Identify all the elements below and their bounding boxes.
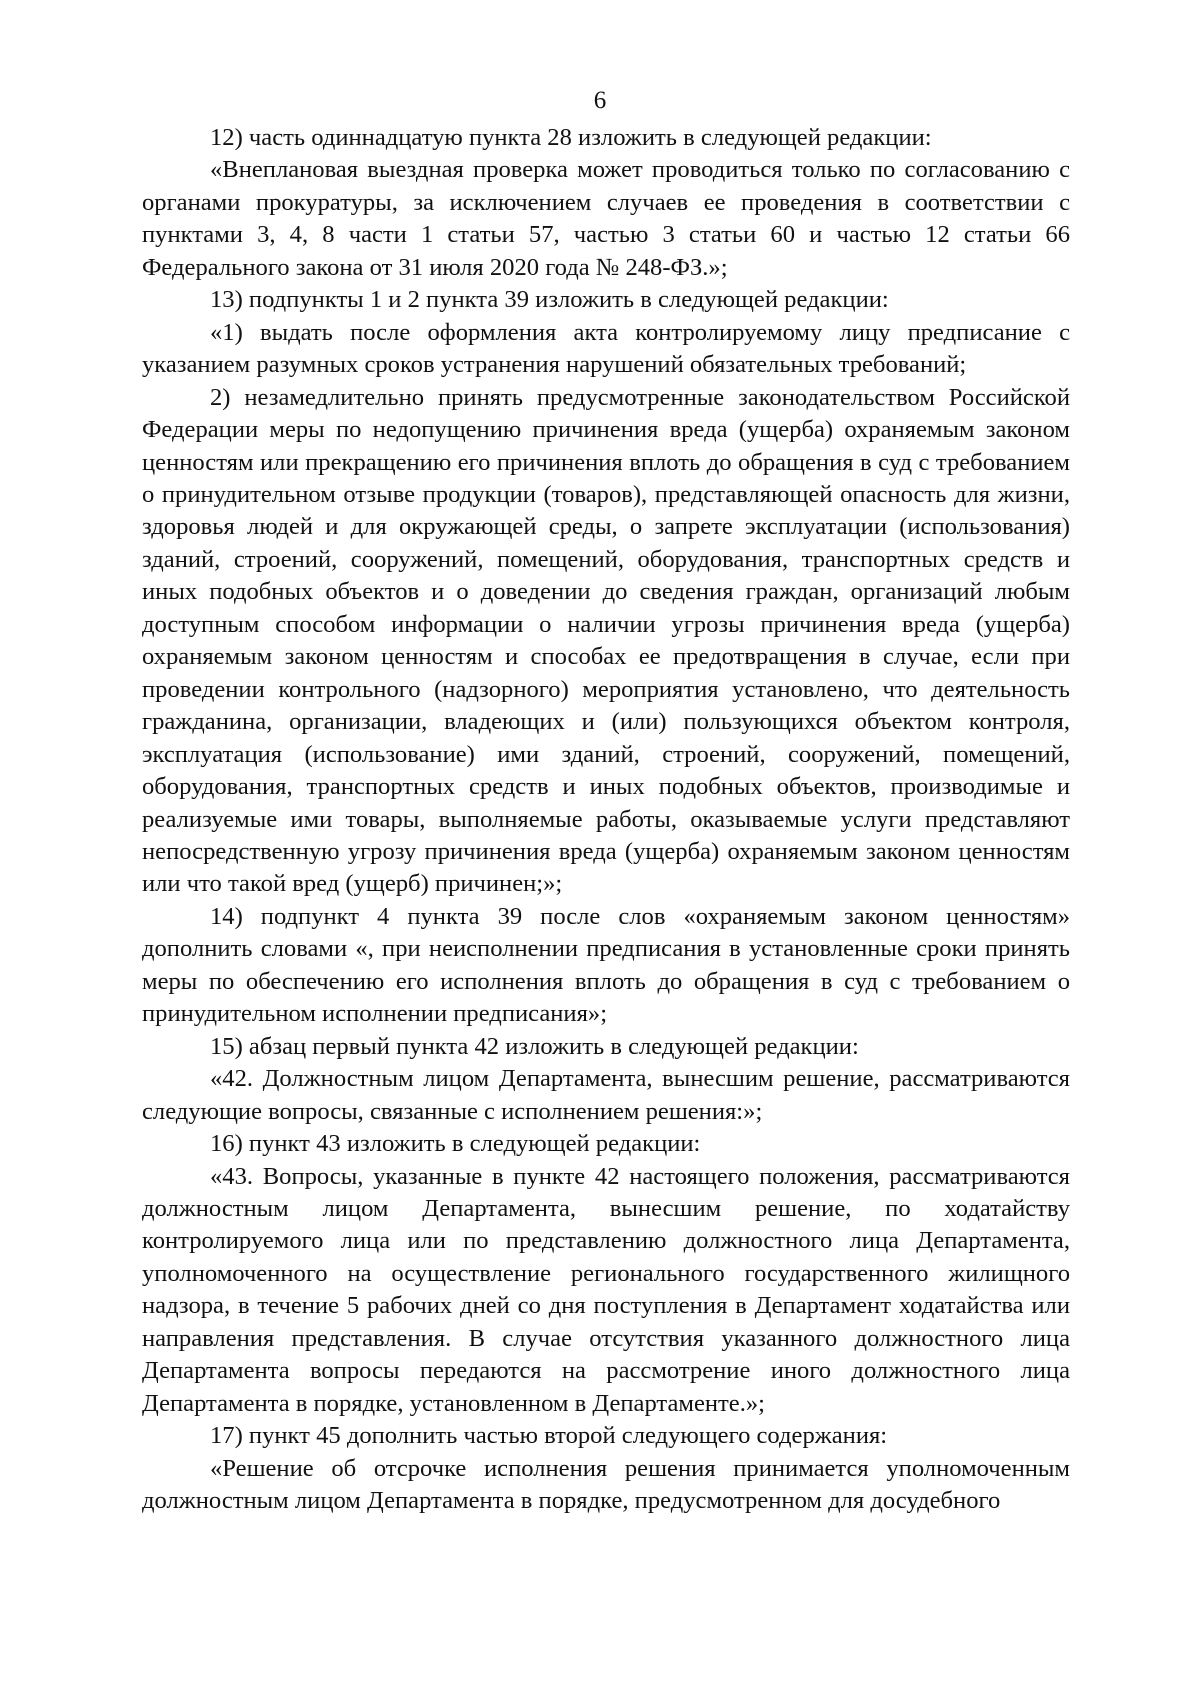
document-body (142, 122, 1070, 1517)
paragraph-item-16: 16) пункт 43 изложить в следующей редакции: (210, 1130, 701, 1158)
paragraph-item-17: 17) пункт 45 дополнить частью второй следующего содержания: (210, 1422, 888, 1450)
paragraph-quote-deferral: «Решение об отсрочке исполнения решения принимается уполномоченным должностным лицом Департамента в порядке, предусмотренном для досудебного (142, 1454, 1070, 1515)
paragraph-item-15: 15) абзац первый пункта 42 изложить в следующей редакции: (210, 1032, 859, 1060)
paragraph-item-14: 14) подпункт 4 пункта 39 после слов «охраняемым законом ценностям» дополнить словами «, при неисполнении предписания в установленные сроки принять меры по обеспечению его исполнения вплоть до обращения в суд с требованием о принудительном исполнении предписания»; (142, 902, 1070, 1028)
paragraph-item-12: 12) часть одиннадцатую пункта 28 изложить в следующей редакции: (210, 124, 932, 151)
paragraph-item-13: 13) подпункты 1 и 2 пункта 39 изложить в следующей редакции: (210, 286, 889, 314)
paragraph-quote-point-43: «43. Вопросы, указанные в пункте 42 настоящего положения, рассматриваются должностным лицом Департамента, вынесшим решение, по ходатайству контролируемого лица или по представлению должностного лица Департамента, уполномоченного на осуществление регионального государственного жилищного надзора, в течение 5 рабочих дней со дня поступления в Департамент ходатайства или направления представления. В случае отсутствия указанного должностного лица Департамента вопросы передаются на рассмотрение иного должностного лица Департамента в порядке, установленном в Департаменте.»; (142, 1162, 1070, 1417)
page-number: 6 (593, 87, 607, 114)
paragraph-quote-point-42: «42. Должностным лицом Департамента, вынесшим решение, рассматриваются следующие вопросы, связанные с исполнением решения:»; (142, 1065, 1070, 1125)
paragraph-quote-unscheduled-inspection: «Внеплановая выездная проверка может проводиться только по согласованию с органами прокуратуры, за исключением случаев ее проведения в соответствии с пунктами 3, 4, 8 части 1 статьи 57, частью 3 статьи 60 и частью 12 статьи 66 Федерального закона от 31 июля 2020 года № 248-ФЗ.»; (142, 156, 1070, 281)
paragraph-subitem-2: 2) незамедлительно принять предусмотренные законодательством Российской Федерации меры по недопущению причинения вреда (ущерба) охраняемым законом ценностям или прекращению его причинения вплоть до обращения в суд с требованием о принудительном отзыве продукции (товаров), представляющей опасность для жизни, здоровья людей и для окружающей среды, о запрете эксплуатации (использования) зданий, строений, сооружений, помещений, оборудования, транспортных средств и иных подобных объектов и о доведении до сведения граждан, организаций любым доступным способом информации о наличии угрозы причинения вреда (ущерба) охраняемым законом ценностям и способах ее предотвращения в случае, если при проведении контрольного (надзорного) мероприятия установлено, что деятельность гражданина, организации, владеющих и (или) пользующихся объектом контроля, эксплуатация (использование) ими зданий, строений, сооружений, помещений, оборудования, транспортных средств и иных подобных объектов, производимые и реализуемые ими товары, выполняемые работы, оказываемые услуги представляют непосредственную угрозу причинения вреда (ущерба) охраняемым законом ценностям или что такой вред (ущерб) причинен;»; (142, 383, 1070, 898)
paragraph-subitem-1: «1) выдать после оформления акта контролируемому лицу предписание с указанием разумных сроков устранения нарушений обязательных требований; (142, 318, 1070, 379)
